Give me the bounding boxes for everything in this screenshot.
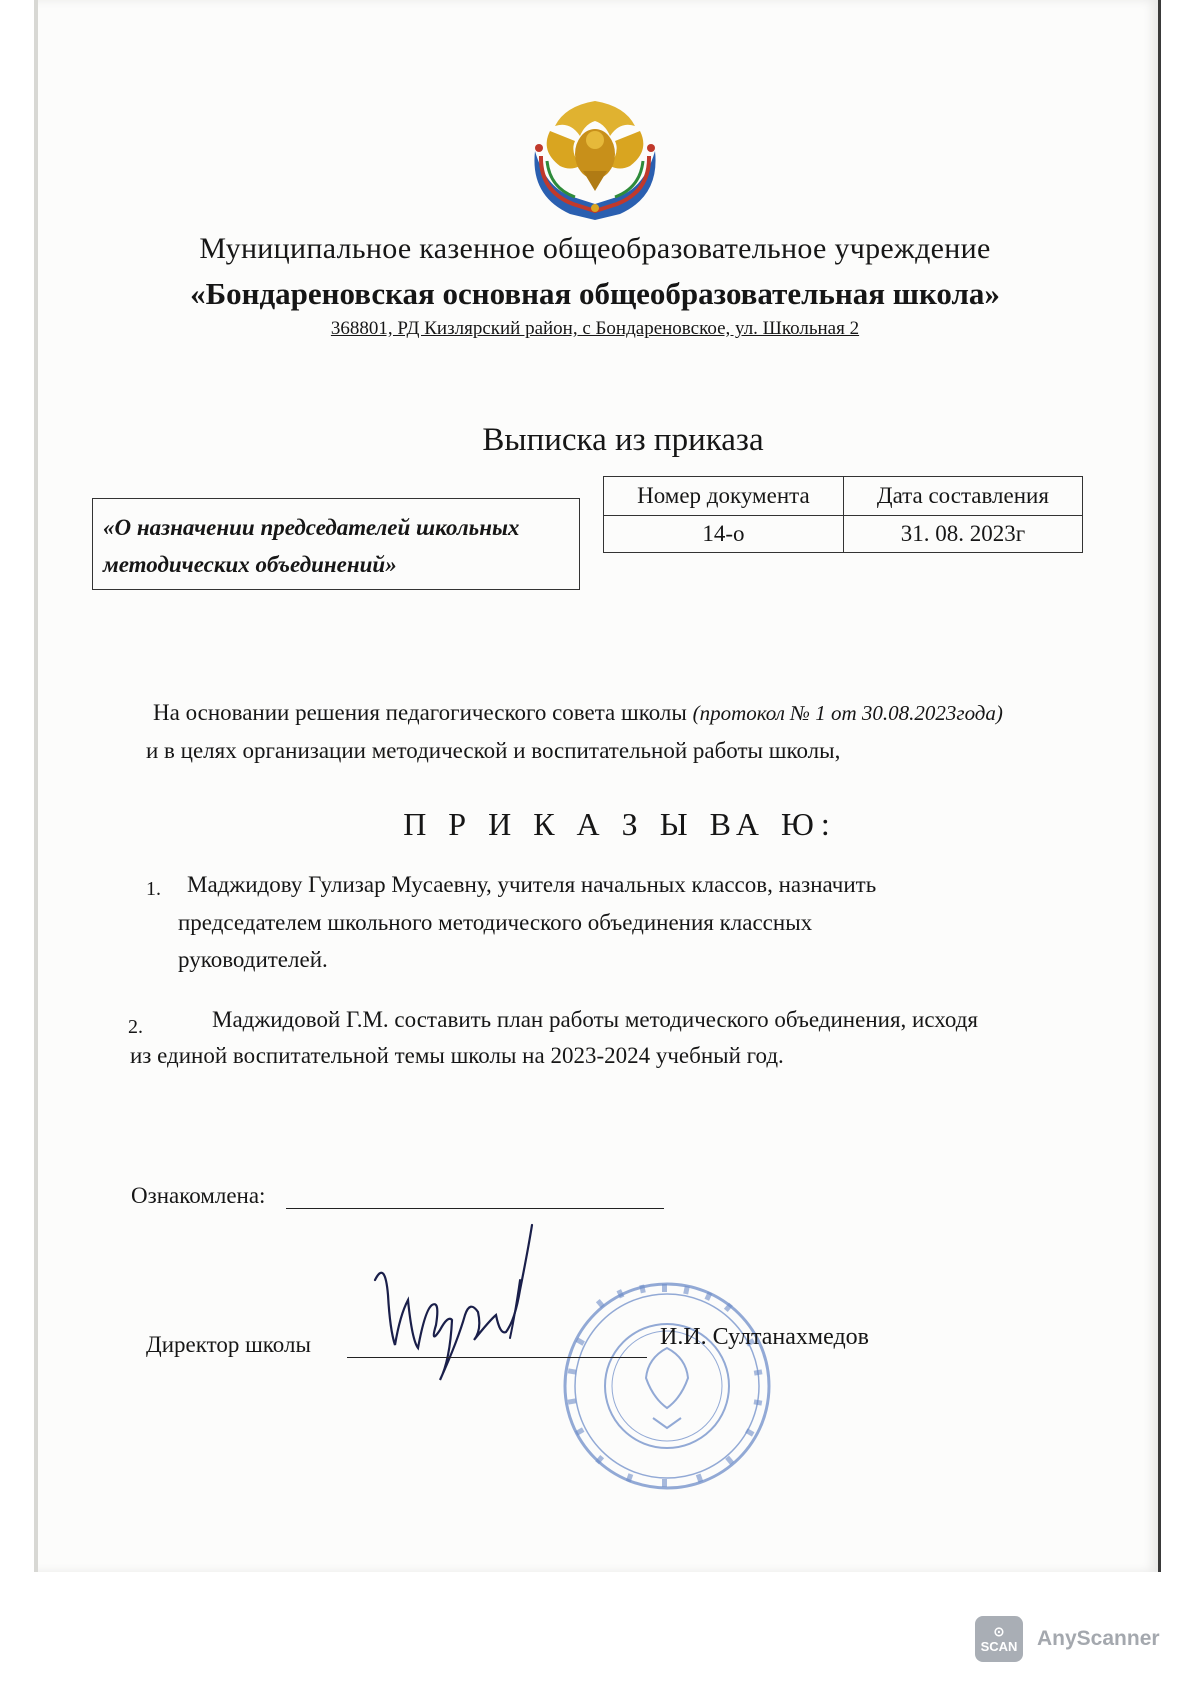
basis-paragraph-line2: и в целях организации методической и воспитательной работы школы, <box>146 738 841 763</box>
director-signature <box>370 1220 540 1390</box>
scan-logo-icon <box>975 1616 1023 1662</box>
order-heading: П Р И К А З Ы ВА Ю: <box>403 806 837 842</box>
director-label: Директор школы <box>146 1332 311 1357</box>
item-1-line: Маджидову Гулизар Мусаевну, учителя начальных классов, назначить <box>187 872 877 897</box>
item-2-line: из единой воспитательной темы школы на 2023-2024 учебный год. <box>130 1043 784 1068</box>
item-2-line: Маджидовой Г.М. составить план работы методического объединения, исходя <box>212 1007 978 1032</box>
item-1-line: председателем школьного методического объединения классных <box>178 910 813 935</box>
scanner-brand: AnyScanner <box>1037 1627 1160 1650</box>
organization-type: Муниципальное казенное общеобразовательное учреждение <box>199 232 991 265</box>
director-name: И.И. Султанахмедов <box>660 1324 869 1350</box>
acknowledgement-signature-line <box>286 1208 664 1209</box>
item-number: 1. <box>146 878 161 900</box>
basis-paragraph-line1 <box>153 700 1003 726</box>
protocol-reference: (протокол № 1 от 30.08.2023года) <box>692 701 1003 725</box>
director-signature-line <box>347 1357 647 1358</box>
organization-name: «Бондареновская основная общеобразовательная школа» <box>190 276 1000 311</box>
table-header-row <box>604 477 1083 516</box>
table-row <box>604 516 1083 553</box>
coat-of-arms-emblem <box>525 96 665 221</box>
acknowledged-label: Ознакомлена: <box>131 1183 266 1208</box>
scanner-watermark <box>975 1616 1160 1662</box>
organization-address: 368801, РД Кизлярский район, с Бондареновское, ул. Школьная 2 <box>330 318 860 339</box>
document-title: Выписка из приказа <box>482 422 764 458</box>
doc-date-header: Дата составления <box>843 477 1082 516</box>
doc-number-value: 14-о <box>604 516 844 553</box>
item-number: 2. <box>128 1016 143 1038</box>
school-seal-stamp <box>558 1278 776 1493</box>
scan-logo-symbol: ⊙ <box>993 1624 1005 1639</box>
scan-logo-text: SCAN <box>980 1639 1018 1654</box>
doc-date-value: 31. 08. 2023г <box>843 516 1082 553</box>
basis-text: На основании решения педагогического совета школы <box>153 700 693 725</box>
document-meta-table <box>603 476 1083 553</box>
order-subject-box: «О назначении председателей школьных методических объединений» <box>92 498 580 590</box>
item-1-line: руководителей. <box>178 947 328 972</box>
doc-number-header: Номер документа <box>604 477 844 516</box>
